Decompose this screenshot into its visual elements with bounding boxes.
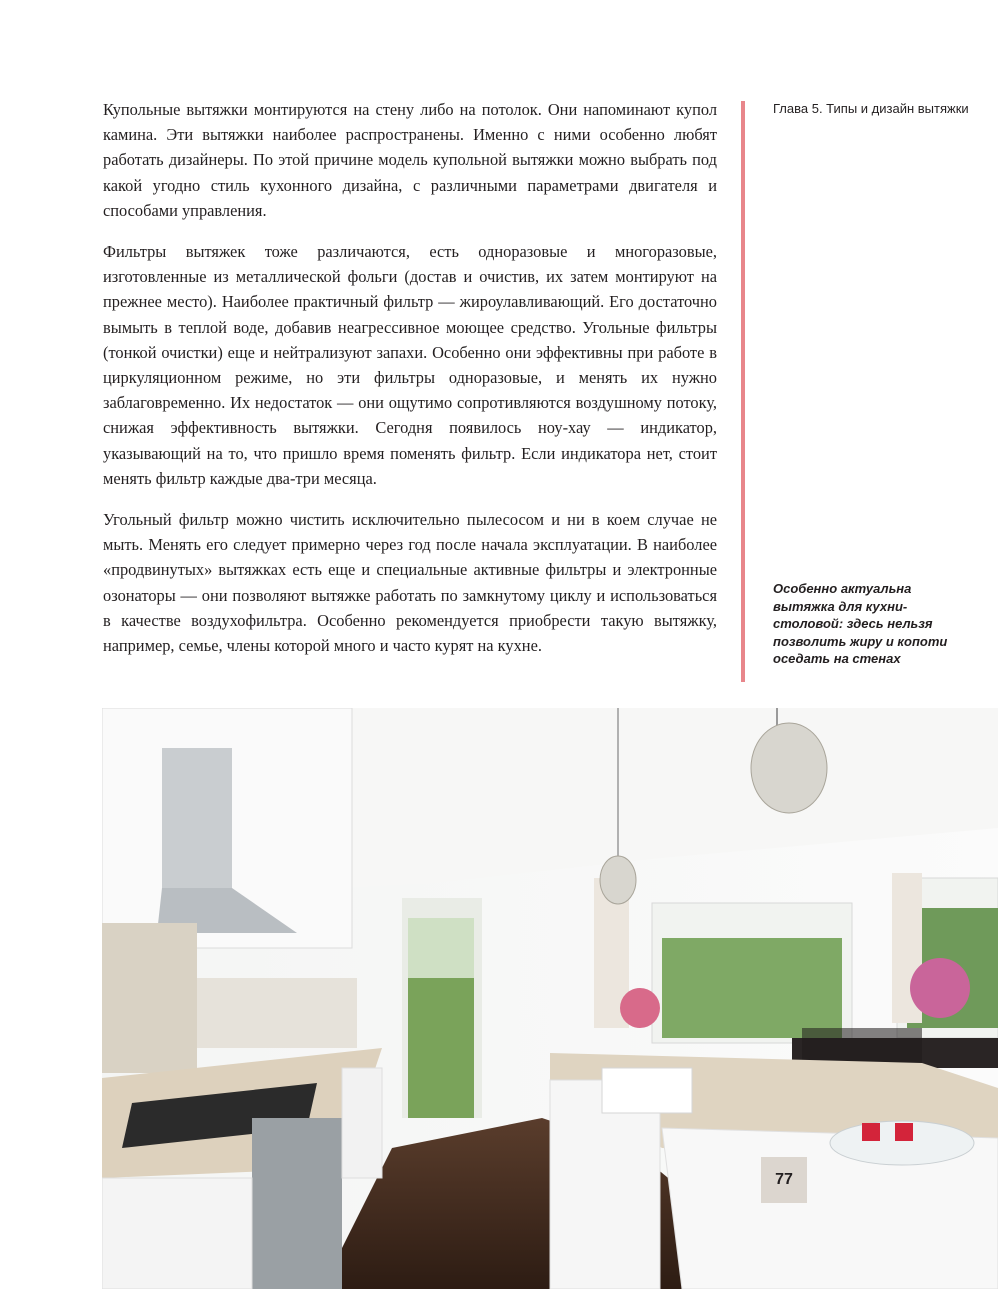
body-text [103,97,717,674]
paragraph-2: Фильтры вытяжек тоже различаются, есть одноразовые и многоразовые, изготовленные из металлической фольги (достав и очистив, их затем монтируют на прежнее место). Наиболее практичный фильтр — жироулавливающий. Его достаточно вымыть в теплой воде, добавив неагрессивное моющее средство. Угольные фильтры (тонкой очистки) еще и нейтрализуют запахи. Особенно они эффективны при работе в циркуляционном режиме, но эти фильтры одноразовые, и менять их нужно заблаговременно. Их недостаток — они ощутимо сопротивляются воздушному потоку, снижая эффективность вытяжки. Сегодня появилось ноу-хау — индикатор, указывающий на то, что пришло время поменять фильтр. Если индикатора нет, стоит менять фильтр каждые два-три месяца. [103,242,717,488]
paragraph-3: Угольный фильтр можно чистить исключительно пылесосом и ни в коем случае не мыть. Менять его следует примерно через год после начала эксплуатации. В наиболее «продвинутых» вытяжках есть еще и специальные активные фильтры и электронные озонаторы — они позволяют вытяжке работать по замкнутому циклу и использоваться в качестве воздухофильтра. Особенно рекомендуется приобрести такую вытяжку, например, семье, члены которой много и часто курят на кухне. [103,510,717,656]
kitchen-photo [102,708,998,1289]
paragraph-1: Купольные вытяжки монтируются на стену либо на потолок. Они напоминают купол камина. Эти вытяжки наиболее распространены. Именно с ними особенно любят работать дизайнеры. По этой причине модель купольной вытяжки можно выбрать под какой угодно стиль кухонного дизайна, с различными параметрами двигателя и способами управления. [103,100,717,220]
photo-caption: Особенно актуальна вытяжка для кухни-столовой: здесь нельзя позволить жиру и копоти оседать на стенах [773,581,948,666]
page-number: 77 [761,1157,807,1203]
running-head: Глава 5. Типы и дизайн вытяжки [773,101,969,116]
margin-accent-rule [741,101,745,682]
